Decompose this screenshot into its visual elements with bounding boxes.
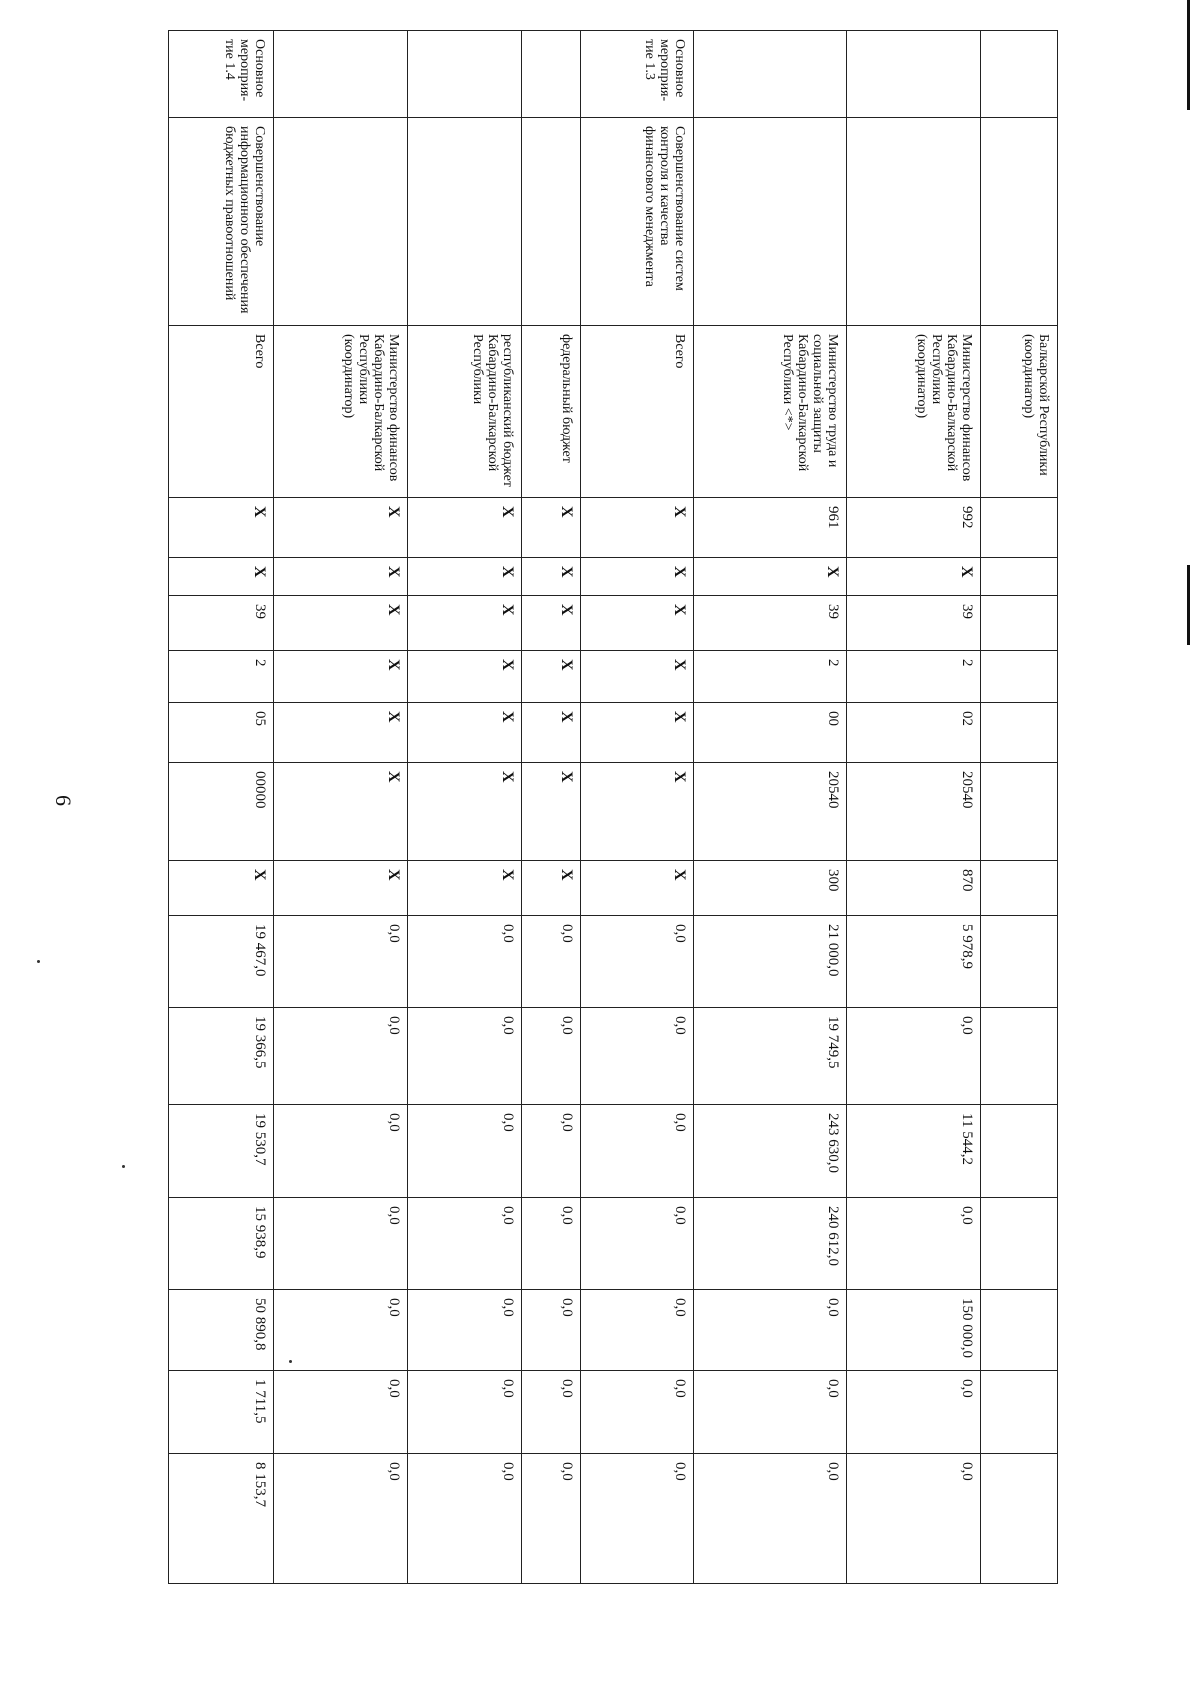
value-cell: 0,0 (408, 1198, 522, 1290)
value-cell: Х (274, 651, 408, 703)
value-cell: Х (522, 498, 580, 558)
value-cell: 0,0 (847, 1198, 981, 1290)
value-cell: 0,0 (408, 1371, 522, 1454)
value-cell: Х (522, 651, 580, 703)
executor-cell: Министерство труда и социальной защиты Кабардино-Балкарской Республики <*> (693, 326, 847, 498)
value-cell: 15 938,9 (169, 1198, 274, 1290)
value-cell: 0,0 (580, 916, 693, 1008)
executor-cell: республиканский бюджет Кабардино-Балкарской Республики (408, 326, 522, 498)
table-row (693, 31, 847, 1584)
executor-cell: Министерство финансов Кабардино-Балкарской Республики (координатор) (847, 326, 981, 498)
value-cell (981, 1105, 1058, 1198)
value-cell: 00000 (169, 763, 274, 861)
value-cell (981, 861, 1058, 916)
value-cell: Х (693, 558, 847, 596)
value-cell: 0,0 (522, 916, 580, 1008)
value-cell: Х (847, 558, 981, 596)
event-cell (693, 31, 847, 118)
value-cell: 19 366,5 (169, 1008, 274, 1105)
value-cell: 0,0 (693, 1371, 847, 1454)
scan-speck (122, 1165, 125, 1168)
value-cell: 20540 (847, 763, 981, 861)
value-cell: Х (169, 558, 274, 596)
value-cell (981, 651, 1058, 703)
table-row (522, 31, 580, 1584)
value-cell: 8 153,7 (169, 1454, 274, 1584)
event-cell (274, 31, 408, 118)
value-cell: Х (408, 703, 522, 763)
value-cell: 0,0 (274, 1198, 408, 1290)
value-cell: 39 (693, 596, 847, 651)
value-cell: 39 (169, 596, 274, 651)
value-cell: 0,0 (580, 1105, 693, 1198)
name-cell: Совершенствование систем контроля и качества финансового менеджмента (580, 118, 693, 326)
value-cell: 0,0 (274, 1290, 408, 1371)
value-cell: 19 467,0 (169, 916, 274, 1008)
value-cell (981, 498, 1058, 558)
value-cell: 0,0 (408, 1105, 522, 1198)
value-cell: 19 749,5 (693, 1008, 847, 1105)
value-cell: 0,0 (522, 1290, 580, 1371)
event-cell: Основное мероприя-тие 1.4 (169, 31, 274, 118)
budget-table (168, 30, 1058, 1584)
value-cell (981, 763, 1058, 861)
executor-cell: Министерство финансов Кабардино-Балкарской Республики (координатор) (274, 326, 408, 498)
table-row (580, 31, 693, 1584)
name-cell (274, 118, 408, 326)
name-cell (522, 118, 580, 326)
page-number: 6 (51, 795, 76, 806)
value-cell: 150 000,0 (847, 1290, 981, 1371)
value-cell: Х (274, 498, 408, 558)
value-cell: 0,0 (580, 1371, 693, 1454)
executor-cell: федеральный бюджет (522, 326, 580, 498)
value-cell: Х (580, 498, 693, 558)
table-row (981, 31, 1058, 1584)
value-cell: Х (169, 861, 274, 916)
value-cell (981, 596, 1058, 651)
value-cell (981, 1290, 1058, 1371)
name-cell (408, 118, 522, 326)
value-cell: 05 (169, 703, 274, 763)
table-row (408, 31, 522, 1584)
value-cell: 0,0 (580, 1290, 693, 1371)
value-cell: 0,0 (408, 1008, 522, 1105)
value-cell: Х (580, 558, 693, 596)
table-row (847, 31, 981, 1584)
value-cell: 1 711,5 (169, 1371, 274, 1454)
table-row (169, 31, 274, 1584)
value-cell: Х (522, 861, 580, 916)
value-cell: 50 890,8 (169, 1290, 274, 1371)
value-cell: 0,0 (847, 1454, 981, 1584)
value-cell: Х (408, 763, 522, 861)
value-cell: Х (580, 763, 693, 861)
value-cell: Х (274, 861, 408, 916)
value-cell: 961 (693, 498, 847, 558)
value-cell: Х (408, 498, 522, 558)
executor-cell: Всего (580, 326, 693, 498)
table-body (169, 31, 1058, 1584)
executor-cell: Всего (169, 326, 274, 498)
value-cell (981, 1008, 1058, 1105)
value-cell: Х (522, 703, 580, 763)
event-cell (847, 31, 981, 118)
value-cell: 240 612,0 (693, 1198, 847, 1290)
name-cell (693, 118, 847, 326)
value-cell: Х (522, 558, 580, 596)
name-cell (847, 118, 981, 326)
value-cell: 0,0 (274, 1105, 408, 1198)
value-cell: 0,0 (274, 1371, 408, 1454)
value-cell: 992 (847, 498, 981, 558)
value-cell (981, 1371, 1058, 1454)
scan-edge-mark (1187, 565, 1190, 645)
value-cell: 0,0 (408, 916, 522, 1008)
value-cell: Х (580, 651, 693, 703)
value-cell: 300 (693, 861, 847, 916)
value-cell: 2 (169, 651, 274, 703)
value-cell: Х (408, 596, 522, 651)
event-cell (522, 31, 580, 118)
value-cell: Х (274, 763, 408, 861)
value-cell: Х (274, 558, 408, 596)
value-cell: 0,0 (847, 1008, 981, 1105)
value-cell: 0,0 (693, 1290, 847, 1371)
value-cell (981, 1198, 1058, 1290)
value-cell: Х (274, 703, 408, 763)
scan-speck (37, 960, 40, 963)
value-cell: 0,0 (274, 1454, 408, 1584)
value-cell: Х (408, 558, 522, 596)
name-cell: Совершенствование информационного обеспечения бюджетных правоотношений (169, 118, 274, 326)
value-cell: Х (580, 861, 693, 916)
event-cell (408, 31, 522, 118)
value-cell (981, 703, 1058, 763)
value-cell: 0,0 (522, 1454, 580, 1584)
name-cell (981, 118, 1058, 326)
value-cell: 21 000,0 (693, 916, 847, 1008)
value-cell: 5 978,9 (847, 916, 981, 1008)
value-cell: Х (169, 498, 274, 558)
value-cell: Х (522, 763, 580, 861)
value-cell: Х (274, 596, 408, 651)
value-cell: Х (408, 651, 522, 703)
value-cell: 0,0 (274, 1008, 408, 1105)
event-cell (981, 31, 1058, 118)
value-cell (981, 558, 1058, 596)
value-cell: 00 (693, 703, 847, 763)
value-cell: 20540 (693, 763, 847, 861)
value-cell: 0,0 (522, 1198, 580, 1290)
value-cell (981, 916, 1058, 1008)
value-cell: 0,0 (408, 1290, 522, 1371)
table-row (274, 31, 408, 1584)
event-cell: Основное мероприя-тие 1.3 (580, 31, 693, 118)
value-cell: 0,0 (693, 1454, 847, 1584)
value-cell: 0,0 (847, 1371, 981, 1454)
value-cell: Х (522, 596, 580, 651)
value-cell: 243 630,0 (693, 1105, 847, 1198)
value-cell: 870 (847, 861, 981, 916)
value-cell: 0,0 (522, 1371, 580, 1454)
value-cell: 19 530,7 (169, 1105, 274, 1198)
value-cell: Х (580, 703, 693, 763)
value-cell: Х (408, 861, 522, 916)
value-cell: 0,0 (274, 916, 408, 1008)
value-cell: 0,0 (580, 1198, 693, 1290)
value-cell: 0,0 (580, 1454, 693, 1584)
value-cell: 0,0 (580, 1008, 693, 1105)
value-cell: Х (580, 596, 693, 651)
scan-edge-mark (1187, 0, 1190, 110)
value-cell: 0,0 (522, 1008, 580, 1105)
value-cell: 39 (847, 596, 981, 651)
value-cell: 02 (847, 703, 981, 763)
value-cell: 11 544,2 (847, 1105, 981, 1198)
value-cell: 0,0 (408, 1454, 522, 1584)
value-cell: 2 (847, 651, 981, 703)
rotated-table-wrapper (168, 30, 1058, 1583)
value-cell: 2 (693, 651, 847, 703)
value-cell (981, 1454, 1058, 1584)
value-cell: 0,0 (522, 1105, 580, 1198)
executor-cell: Балкарской Республики (координатор) (981, 326, 1058, 498)
